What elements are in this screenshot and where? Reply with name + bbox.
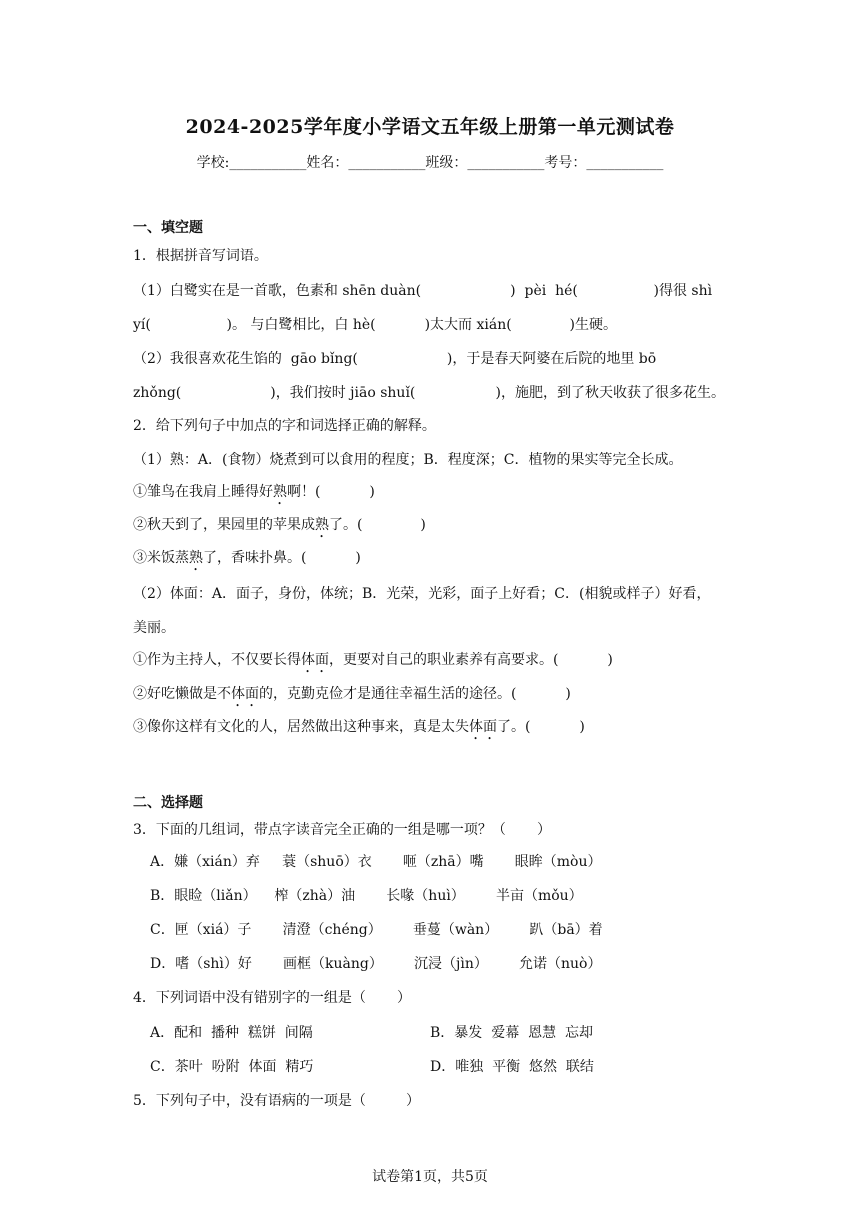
dotted-word: 体面 [301,652,329,668]
q2-part2-sentence-1: ①作为主持人，不仅要长得体面，更要对自己的职业素养有高要求。( ) [133,652,613,668]
dotted-word: 体面 [231,686,259,702]
q2-stem: 2．给下列句子中加点的字和词选择正确的解释。 [133,418,436,434]
q4-stem: 4．下列词语中没有错别字的一组是（ ） [133,990,412,1006]
q1-line-3: （2）我很喜欢花生馅的 gāo bǐng( )，于是春天阿婆在后院的地里 bō [133,351,657,367]
q2-part1-sentence-2: ②秋天到了，果园里的苹果成熟了。( ) [133,517,426,533]
dotted-word: 熟 [315,517,329,533]
q3-option-a: A．嫌（xián）弃 蓑（shuō）衣 咂（zhā）嘴 眼眸（mòu） [150,854,602,870]
dotted-word: 熟 [273,484,287,500]
q3-option-d: D．嗜（shì）好 画框（kuàng） 沉浸（jìn） 允诺（nuò） [150,956,602,972]
q1-line-2: yí( )。 与白鹭相比，白 hè( )太大而 xián( )生硬。 [133,317,618,333]
q2-part1-sentence-3: ③米饭蒸熟了，香味扑鼻。( ) [133,550,361,566]
q4-option-d: D．唯独 平衡 悠然 联结 [430,1059,594,1075]
q5-stem: 5．下列句子中，没有语病的一项是（ ） [133,1093,420,1109]
q3-option-c: C．匣（xiá）子 清澄（chéng） 垂蔓（wàn） 趴（bā）着 [150,922,603,938]
page-footer: 试卷第1页，共5页 [372,1169,488,1185]
q3-option-b: B．眼睑（liǎn） 榨（zhà）油 长喙（huì） 半亩（mǒu） [150,888,583,904]
q2-part2-definitions-cont: 美丽。 [133,620,175,636]
q2-part2-sentence-2: ②好吃懒做是不体面的，克勤克俭才是通往幸福生活的途径。( ) [133,686,571,702]
q4-option-c: C．茶叶 吩附 体面 精巧 [150,1059,314,1075]
q2-part2-sentence-3: ③像你这样有文化的人，居然做出这种事来，真是太失体面了。( ) [133,719,585,735]
section-heading-fill-in: 一、填空题 [133,220,203,236]
section-heading-multiple-choice: 二、选择题 [133,795,203,811]
q3-stem: 3．下面的几组词，带点字读音完全正确的一组是哪一项？（ ） [133,822,552,838]
q2-part1-sentence-1: ①雏鸟在我肩上睡得好熟啊！( ) [133,484,375,500]
q2-part1-definitions: （1）熟：A．(食物）烧煮到可以食用的程度；B．程度深；C．植物的果实等完全长成。 [133,452,683,468]
q4-option-a: A．配和 播种 糕饼 间隔 [150,1025,313,1041]
q1-stem: 1．根据拼音写词语。 [133,248,268,264]
exam-title: 2024-2025学年度小学语文五年级上册第一单元测试卷 [185,116,675,138]
q1-line-4: zhǒng( )，我们按时 jiāo shuǐ( )，施肥，到了秋天收获了很多花生。 [133,385,725,401]
student-info-line: 学校:___________姓名：___________班级：___________考号：___________ [196,155,664,171]
dotted-word: 体面 [469,719,497,735]
q2-part2-definitions: （2）体面：A．面子，身份，体统；B．光荣，光彩，面子上好看；C．(相貌或样子）好看， [133,586,711,602]
q1-line-1: （1）白鹭实在是一首歌，色素和 shēn duàn( ) pèi hé( )得很 shì [133,283,713,299]
q4-option-b: B．暴发 爱幕 恩慧 忘却 [430,1025,593,1041]
dotted-word: 熟 [189,550,203,566]
